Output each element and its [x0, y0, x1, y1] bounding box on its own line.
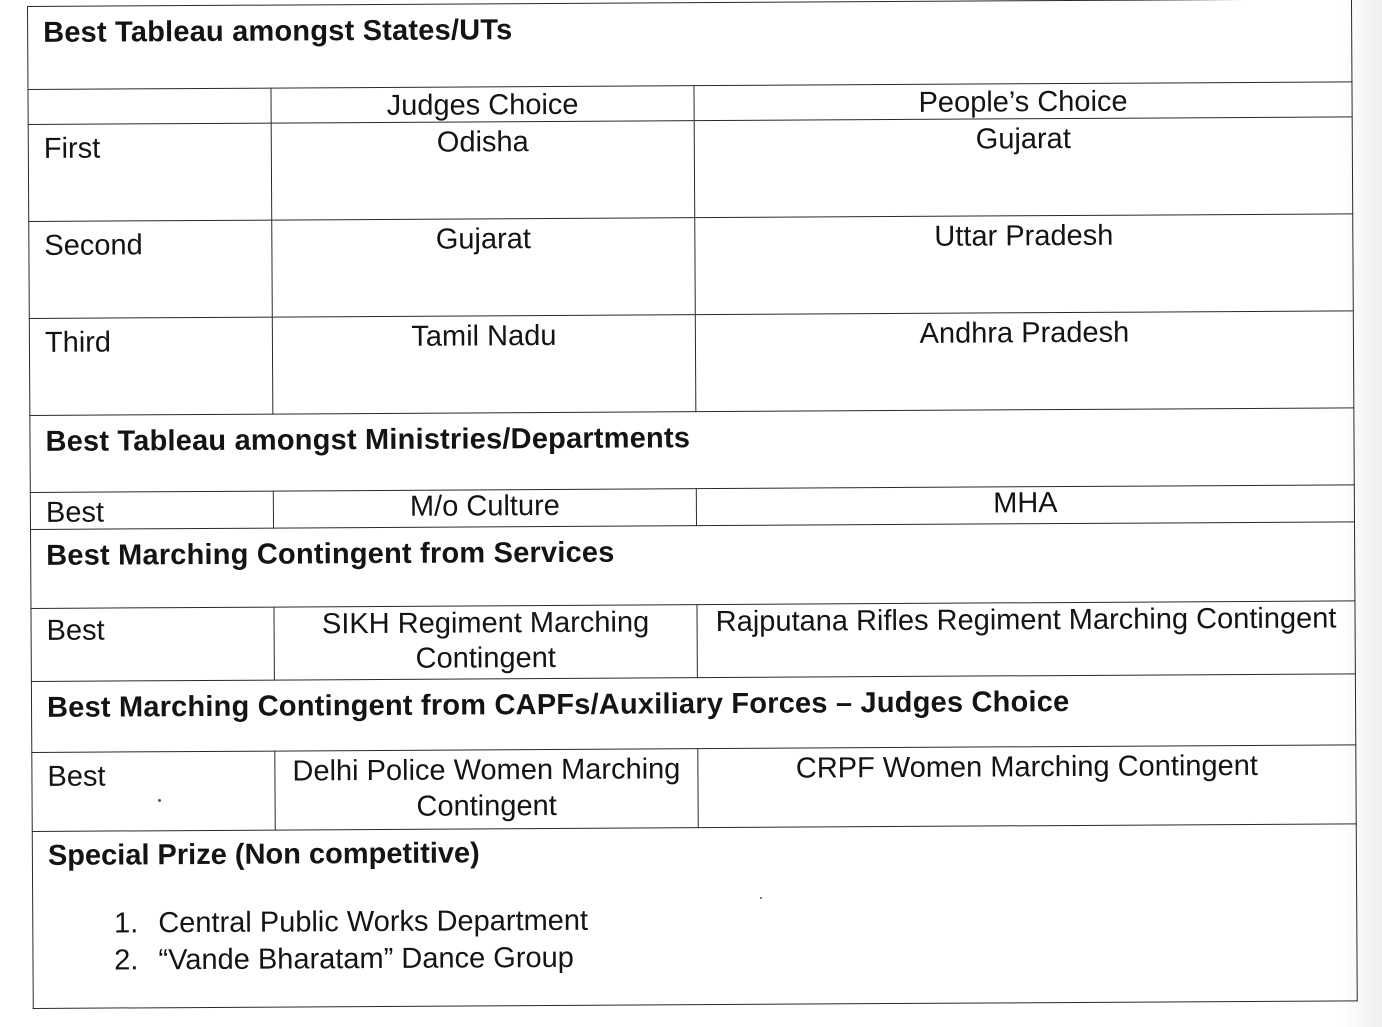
table-row-third: [29, 311, 1354, 416]
section-row-capf: [31, 674, 1355, 753]
rank-label: Best: [31, 607, 274, 681]
section-title-special-prize: Special Prize (Non competitive): [47, 837, 480, 872]
judges-choice-cell: Tamil Nadu: [272, 315, 696, 414]
awards-sheet: [27, 0, 1357, 1009]
special-prize-list: [33, 898, 1356, 980]
judges-choice-cell: Delhi Police Women Marching Contingent: [275, 749, 698, 830]
judges-choice-cell: Odisha: [271, 121, 695, 220]
rank-label: Second: [29, 220, 273, 318]
column-header-judges-choice: Judges Choice: [271, 86, 694, 123]
table-row-second: [29, 214, 1354, 319]
judges-choice-cell: SIKH Regiment Marching Contingent: [274, 605, 697, 680]
scan-speck: [158, 799, 161, 802]
section-title-capf: Best Marching Contingent from CAPFs/Auxiliary Forces – Judges Choice: [31, 674, 1355, 753]
section-row-special-prize: [32, 824, 1357, 1009]
awards-table: [27, 0, 1358, 1009]
peoples-choice-cell: Gujarat: [694, 117, 1353, 218]
rank-label: Best: [32, 751, 275, 831]
peoples-choice-cell: Andhra Pradesh: [695, 311, 1354, 412]
peoples-choice-cell: MHA: [696, 485, 1354, 526]
section-title-services: Best Marching Contingent from Services: [31, 522, 1355, 609]
section-title-ministries: Best Tableau amongst Ministries/Departments: [30, 408, 1354, 493]
rank-label: Best: [30, 491, 273, 529]
rank-label: First: [28, 123, 272, 221]
peoples-choice-cell: Uttar Pradesh: [695, 214, 1354, 315]
rank-label: Third: [29, 317, 273, 415]
column-header-peoples-choice: People’s Choice: [694, 82, 1352, 121]
section-row-states: [28, 0, 1352, 89]
table-row-capf-best: [32, 745, 1356, 832]
list-item: 1. Central Public Works Department: [146, 898, 1356, 942]
table-row-first: [28, 117, 1353, 222]
section-row-ministries: [30, 408, 1354, 493]
judges-choice-cell: Gujarat: [272, 218, 696, 317]
section-title-states: Best Tableau amongst States/UTs: [28, 0, 1352, 89]
peoples-choice-cell: CRPF Women Marching Contingent: [698, 745, 1356, 828]
column-header-empty: [28, 88, 271, 124]
section-row-services: [31, 522, 1355, 609]
judges-choice-cell: M/o Culture: [273, 489, 696, 528]
peoples-choice-cell: Rajputana Rifles Regiment Marching Contingent: [697, 601, 1355, 678]
list-item: 2. “Vande Bharatam” Dance Group: [146, 935, 1356, 979]
scan-speck: [760, 897, 762, 899]
table-row-services-best: [31, 601, 1355, 682]
special-prize-cell: [32, 824, 1357, 1009]
